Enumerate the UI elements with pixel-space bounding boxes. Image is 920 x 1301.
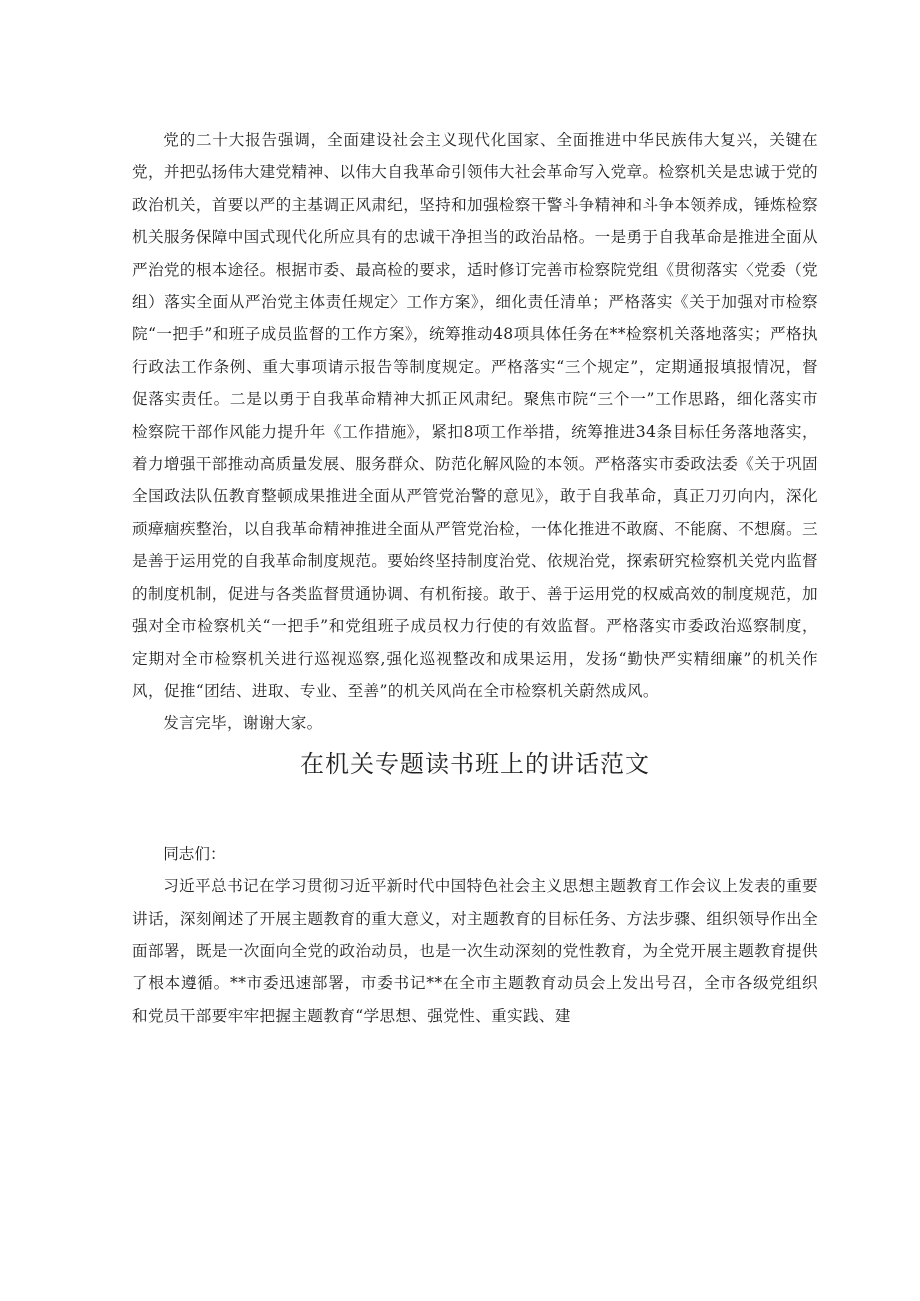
body-paragraph: 党的二十大报告强调，全面建设社会主义现代化国家、全面推进中华民族伟大复兴，关键在党，并把弘扬伟大建党精神、以伟大自我革命引领伟大社会革命写入党章。检察机关是忠诚于党的政治机关，首要以严的主基调正风肃纪，坚持和加强检察干警斗争精神和斗争本领养成，锤炼检察机关服务保障中国式现代化所应具有的忠诚干净担当的政治品格。一是勇于自我革命是推进全面从严治党的根本途径。根据市委、最高检的要求，适时修订完善市检察院党组《贯彻落实〈党委（党组）落实全面从严治党主体责任规定〉工作方案》，细化责任清单；严格落实《关于加强对市检察院“一把手”和班子成员监督的工作方案》，统筹推动48项具体任务在**检察机关落地落实；严格执行政法工作条例、重大事项请示报告等制度规定。严格落实“三个规定”，定期通报填报情况，督促落实责任。二是以勇于自我革命精神大抓正风肃纪。聚焦市院“三个一”工作思路，细化落实市检察院干部作风能力提升年《工作措施》，紧扣8项工作举措，统筹推进34条目标任务落地落实，着力增强干部推动高质量发展、服务群众、防范化解风险的本领。严格落实市委政法委《关于巩固全国政法队伍教育整顿成果推进全面从严管党治警的意见》，敢于自我革命，真正刀刃向内，深化顽瘴痼疾整治，以自我革命精神推进全面从严管党治检，一体化推进不敢腐、不能腐、不想腐。三是善于运用党的自我革命制度规范。要始终坚持制度治党、依规治党，探索研究检察机关党内监督的制度机制，促进与各类监督贯通协调、有机衔接。敢于、善于运用党的权威高效的制度规范，加强对全市检察机关“一把手”和党组班子成员权力行使的有效监督。严格落实市委政治巡察制度，定期对全市检察机关进行巡视巡察,强化巡视整改和成果运用，发扬“勤快严实精细廉”的机关作风，促推“团结、进取、专业、至善”的机关风尚在全市检察机关蔚然成风。 <box>132 131 818 700</box>
document-title: 在机关专题读书班上的讲话范文 <box>300 749 650 778</box>
salutation: 同志们： <box>163 844 226 863</box>
closing-remark: 发言完毕，谢谢大家。 <box>163 714 323 733</box>
body-paragraph: 习近平总书记在学习贯彻习近平新时代中国特色社会主义思想主题教育工作会议上发表的重要讲话，深刻阐述了开展主题教育的重大意义，对主题教育的目标任务、方法步骤、组织领导作出全面部署，既是一次面向全党的政治动员，也是一次生动深刻的党性教育，为全党开展主题教育提供了根本遵循。**市委迅速部署，市委书记**在全市主题教育动员会上发出号召，全市各级党组织和党员干部要牢牢把握主题教育“学思想、强党性、重实践、建 <box>132 877 818 1025</box>
document-body <box>132 124 818 1032</box>
